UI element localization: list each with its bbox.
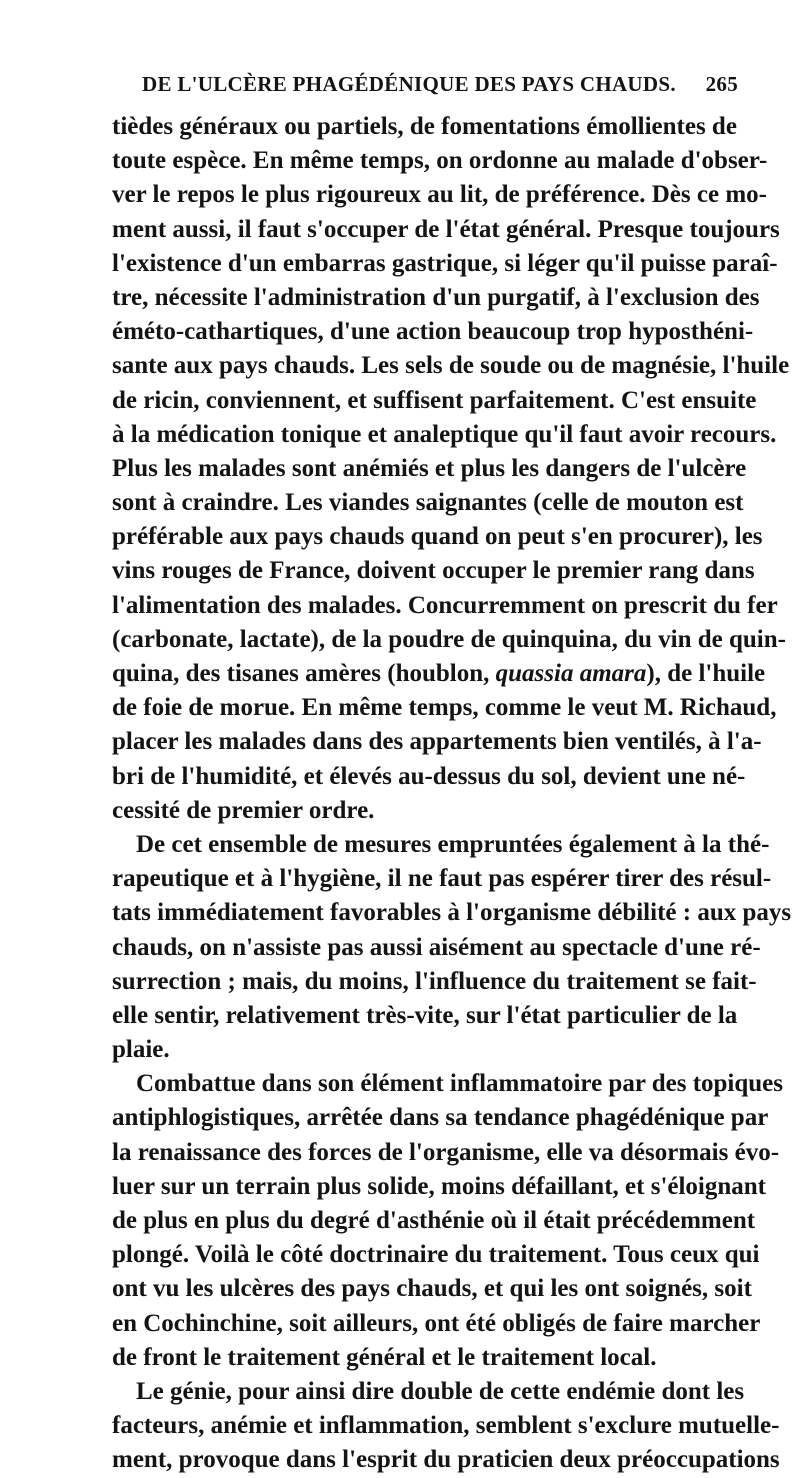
text-line: toute espèce. En même temps, on ordonne au malade d'obser- (112, 147, 768, 175)
body-text (112, 110, 792, 1478)
text-line: bri de l'humidité, et élevés au-dessus du sol, devient une né- (112, 762, 746, 790)
running-head (118, 72, 738, 102)
text-line: ver le repos le plus rigoureux au lit, de préférence. Dès ce mo- (112, 181, 767, 209)
running-title: DE L'ULCÈRE PHAGÉDÉNIQUE DES PAYS CHAUDS. (142, 72, 676, 96)
text-line: chauds, on n'assiste pas aussi aisément au spectacle d'une ré- (112, 933, 761, 961)
text-line: en Cochinchine, soit ailleurs, ont été obligés de faire marcher (112, 1309, 761, 1337)
text-line: De cet ensemble de mesures empruntées également à la thé- (136, 830, 770, 858)
text-line: de foie de morue. En même temps, comme le veut M. Richaud, (112, 694, 777, 722)
text-segment: ), de l'huile (646, 660, 766, 687)
text-line: l'existence d'un embarras gastrique, si léger qu'il puisse paraî- (112, 249, 778, 277)
text-line: de plus en plus du degré d'asthénie où il était précédemment (112, 1207, 756, 1234)
text-line: ont vu les ulcères des pays chauds, et qui les ont soignés, soit (112, 1275, 752, 1303)
text-line: facteurs, anémie et inflammation, semblent s'exclure mutuelle- (112, 1412, 780, 1440)
text-line: tièdes généraux ou partiels, de fomentations émollientes de (112, 113, 737, 140)
text-line: à la médication tonique et analeptique qu'il faut avoir recours. (112, 420, 777, 448)
text-line: elle sentir, relativement très-vite, sur l'état particulier de la (112, 1001, 738, 1029)
text-line: Le génie, pour ainsi dire double de cette endémie dont les (136, 1377, 745, 1405)
text-line: préférable aux pays chauds quand on peut s'en procurer), les (112, 523, 763, 551)
text-line: Combattue dans son élément inflammatoire par des topiques (136, 1070, 784, 1098)
text-line: tats immédiatement favorables à l'organisme débilité : aux pays (112, 899, 792, 927)
text-line: éméto-cathartiques, d'une action beaucoup trop hyposthéni- (112, 318, 754, 346)
text-line (112, 657, 766, 691)
text-line: vins rouges de France, doivent occuper le premier rang dans (112, 557, 755, 585)
text-line: ment aussi, il faut s'occuper de l'état général. Presque toujours (112, 215, 780, 243)
text-line: ment, provoque dans l'esprit du praticien deux préoccupations (112, 1446, 780, 1474)
text-line: antiphlogistiques, arrêtée dans sa tendance phagédénique par (112, 1104, 769, 1132)
text-line: plaie. (112, 1036, 170, 1064)
text-line: sont à craindre. Les viandes saignantes (celle de mouton est (112, 489, 744, 517)
page-number: 265 (705, 72, 738, 96)
text-line: l'alimentation des malades. Concurremment on prescrit du fer (112, 591, 778, 619)
text-line: cessité de premier ordre. (112, 796, 375, 824)
text-line: sante aux pays chauds. Les sels de soude ou de magnésie, l'huile (112, 352, 790, 380)
text-line: plongé. Voilà le côté doctrinaire du traitement. Tous ceux qui (112, 1241, 760, 1269)
text-line: luer sur un terrain plus solide, moins défaillant, et s'éloignant (112, 1172, 767, 1200)
italic-term: quassia amara (495, 660, 647, 687)
text-line: tre, nécessite l'administration d'un purgatif, à l'exclusion des (112, 283, 760, 311)
text-segment: quina, des tisanes amères (houblon, (112, 660, 496, 687)
text-line: de front le traitement général et le traitement local. (112, 1343, 657, 1371)
text-line: (carbonate, lactate), de la poudre de quinquina, du vin de quin- (112, 625, 786, 653)
text-line: Plus les malades sont anémiés et plus les dangers de l'ulcère (112, 454, 747, 482)
text-line: placer les malades dans des appartements bien ventilés, à l'a- (112, 728, 762, 756)
text-line: surrection ; mais, du moins, l'influence du traitement se fait- (112, 967, 757, 995)
text-line: la renaissance des forces de l'organisme, elle va désormais évo- (112, 1138, 780, 1166)
text-line: de ricin, conviennent, et suffisent parfaitement. C'est ensuite (112, 386, 757, 414)
text-line: rapeutique et à l'hygiène, il ne faut pas espérer tirer des résul- (112, 865, 772, 893)
